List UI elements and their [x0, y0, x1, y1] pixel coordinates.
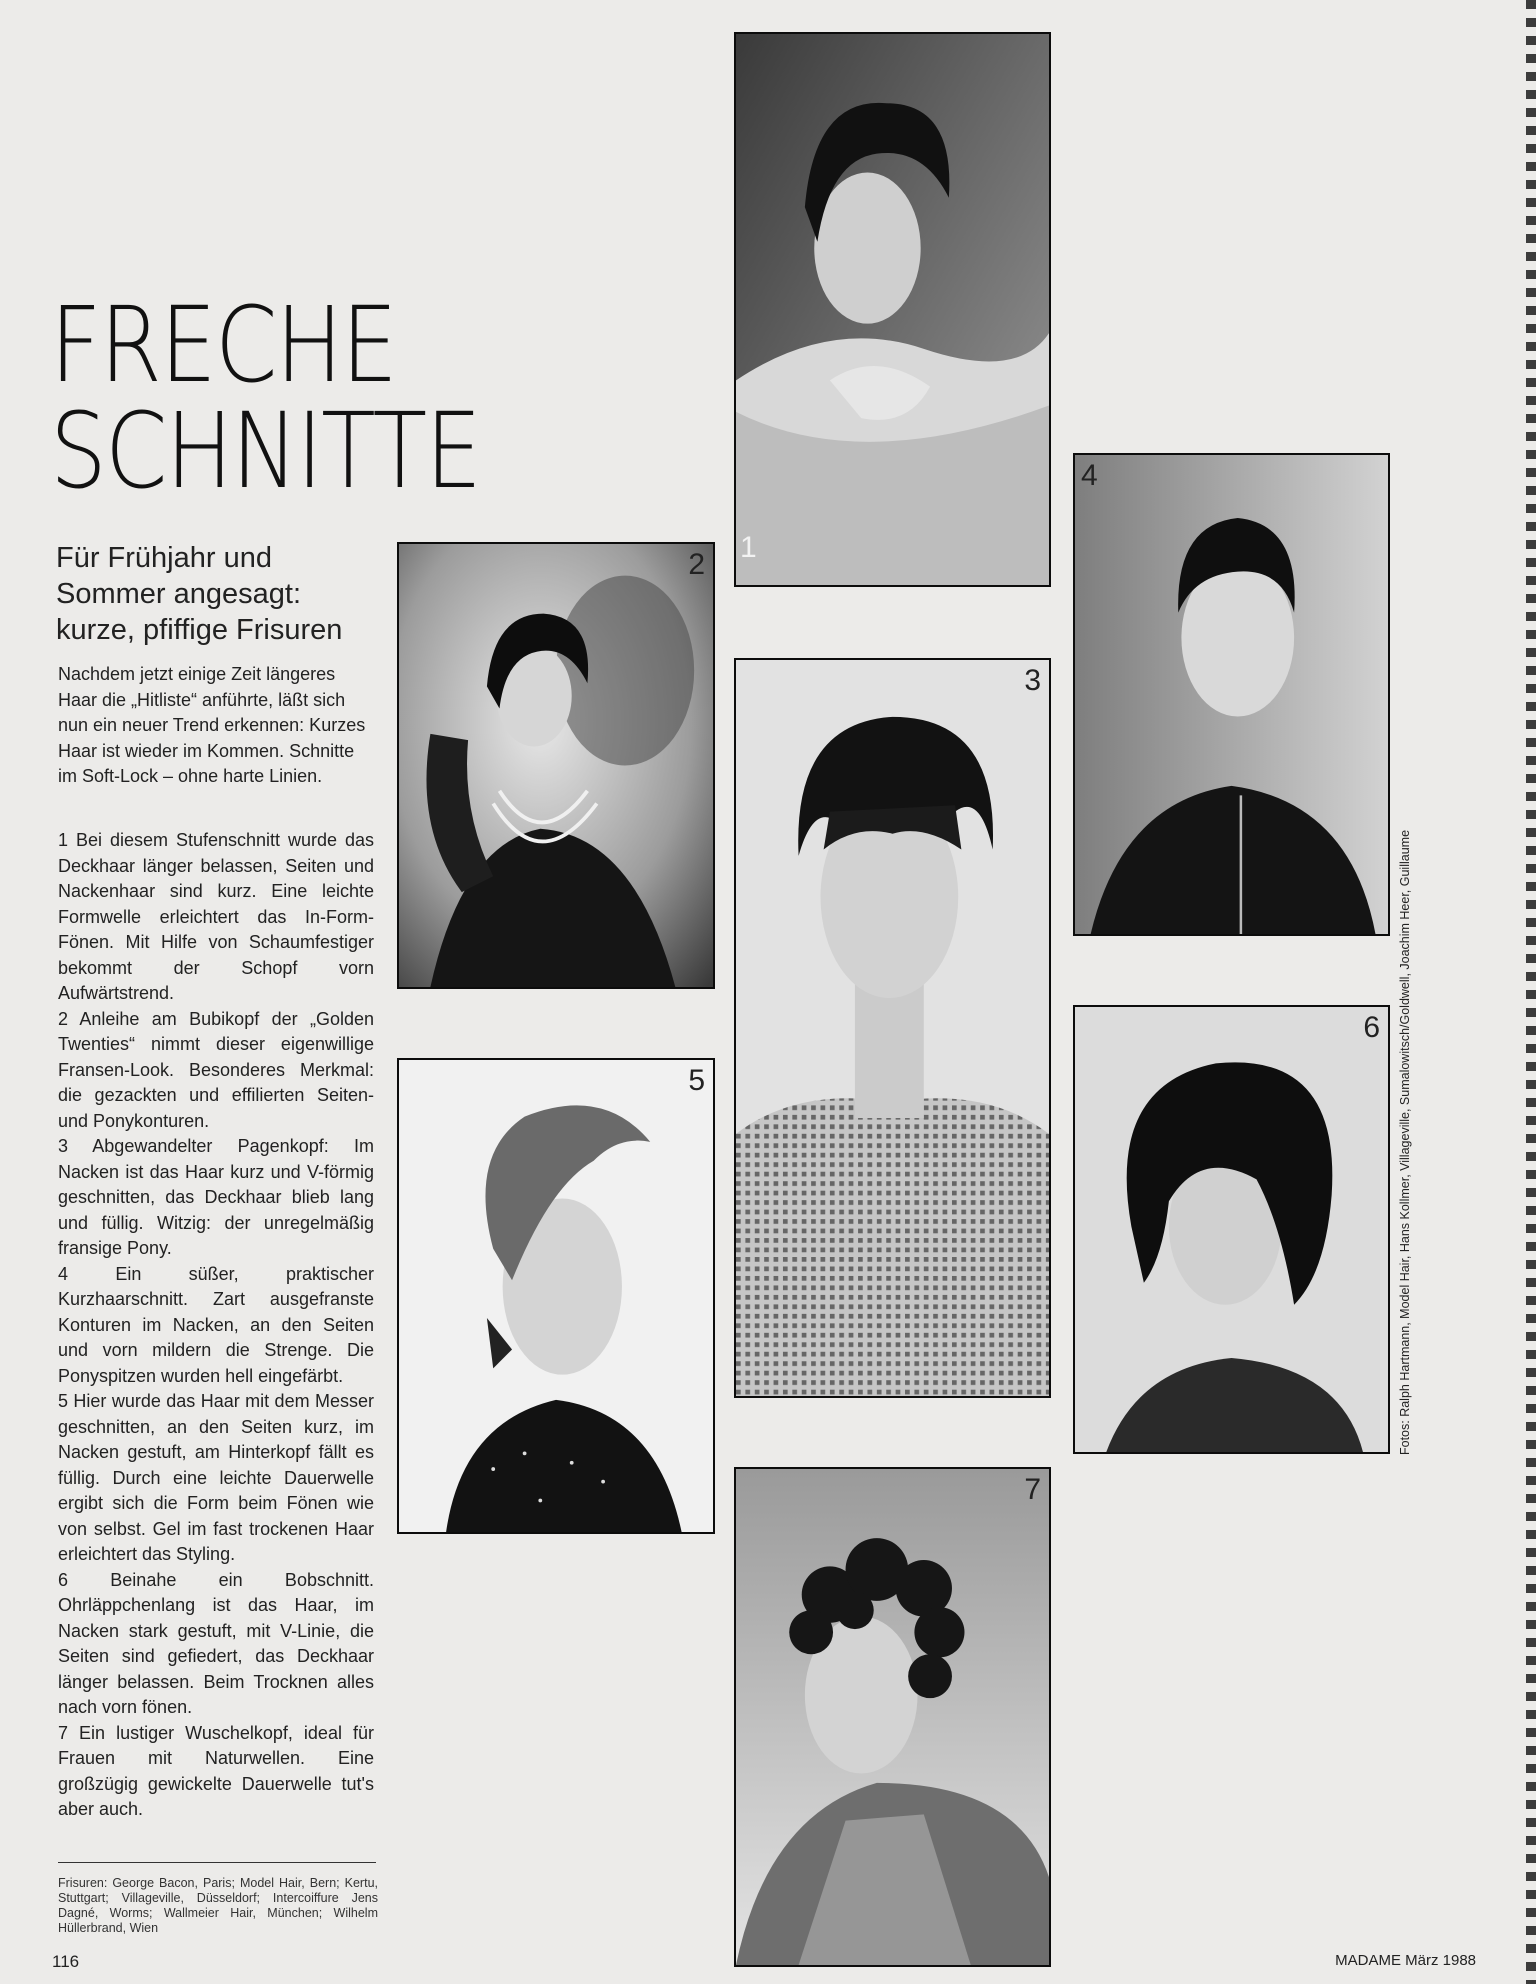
- article-body: [58, 828, 374, 1823]
- hair-credits: Frisuren: George Bacon, Paris; Model Hair, Bern; Kertu, Stuttgart; Villageville, Düsseldorf; Intercoiffure Jens Dagné, Worms; Wallmeier Hair, München; Wilhelm Hüllerbrand, Wien: [58, 1876, 378, 1935]
- photo-number-5: 5: [688, 1064, 705, 1097]
- paragraph-hairstyle-3: 3 Abgewandelter Pagenkopf: Im Nacken ist das Haar kurz und V-förmig geschnitten, das Deckhaar blieb lang und füllig. Witzig: der unregelmäßig fransige Pony.: [58, 1136, 374, 1258]
- photo-hairstyle-4: [1073, 453, 1390, 936]
- photo-hairstyle-3: [734, 658, 1051, 1398]
- page-edge-perforation: [1526, 0, 1536, 1984]
- photo-hairstyle-6: [1073, 1005, 1390, 1454]
- portrait-image-1: [736, 34, 1049, 585]
- photo-number-2: 2: [688, 548, 705, 581]
- article-intro: Nachdem jetzt einige Zeit längeres Haar die „Hitliste“ anführte, läßt sich nun ein neuer Trend erkennen: Kurzes Haar ist wieder im Kommen. Schnitte im Soft-Lock – ohne harte Linien.: [58, 664, 366, 786]
- page-number: 116: [52, 1952, 80, 1971]
- paragraph-hairstyle-1: 1 Bei diesem Stufenschnitt wurde das Deckhaar länger belassen, Seiten und Nackenhaar sind kurz. Eine leichte Formwelle erleichtert das In-Form-Fönen. Mit Hilfe von Schaumfestiger bekommt der Schopf vorn Aufwärtstrend.: [58, 830, 374, 1003]
- article-title: [50, 284, 481, 512]
- photo-number-7: 7: [1024, 1473, 1041, 1506]
- portrait-image-2: [399, 544, 713, 987]
- subtitle-line-3: kurze, pfiffige Frisuren: [56, 614, 343, 646]
- credits-divider: [58, 1862, 376, 1863]
- paragraph-hairstyle-4: 4 Ein süßer, praktischer Kurzhaarschnitt. Zart ausgefranste Konturen im Nacken, an den Seiten und vorn mildern die Strenge. Die Ponyspitzen wurden hell eingefärbt.: [58, 1263, 374, 1386]
- portrait-image-4: [1075, 455, 1388, 934]
- photo-hairstyle-2: [397, 542, 715, 989]
- photo-number-3: 3: [1024, 664, 1041, 697]
- article-subtitle: [56, 540, 396, 648]
- portrait-image-6: [1075, 1007, 1388, 1452]
- portrait-image-3: [736, 660, 1049, 1396]
- photo-number-4: 4: [1081, 459, 1098, 492]
- portrait-image-7: [736, 1469, 1049, 1965]
- subtitle-line-2: Sommer angesagt:: [56, 578, 302, 610]
- portrait-image-5: [399, 1060, 713, 1532]
- paragraph-hairstyle-5: 5 Hier wurde das Haar mit dem Messer geschnitten, an den Seiten kurz, im Nacken gestuft, am Hinterkopf fällt es füllig. Durch eine leichte Dauerwelle ergibt sich die Form beim Fönen wie von selbst. Gel im fast trockenen Haar erleichtert das Styling.: [58, 1391, 374, 1564]
- photo-hairstyle-7: [734, 1467, 1051, 1967]
- photo-number-6: 6: [1363, 1011, 1380, 1044]
- paragraph-hairstyle-2: 2 Anleihe am Bubikopf der „Golden Twenties“ nimmt dieser eigenwillige Fransen-Look. Besonderes Merkmal: die gezackten und effilierten Seiten- und Ponykonturen.: [58, 1008, 374, 1131]
- paragraph-hairstyle-7: 7 Ein lustiger Wuschelkopf, ideal für Frauen mit Naturwellen. Eine großzügig gewickelte Dauerwelle tut's aber auch.: [58, 1722, 374, 1819]
- title-line-1: FRECHE: [50, 284, 397, 406]
- paragraph-hairstyle-6: 6 Beinahe ein Bobschnitt. Ohrläppchenlang ist das Haar, im Nacken stark gestuft, mit V-Linie, die Seiten sind gefiedert, das Deckhaar länger belassen. Beim Trocknen alles nach vorn fönen.: [58, 1569, 374, 1717]
- magazine-footer: MADAME März 1988: [1335, 1952, 1476, 1969]
- photo-hairstyle-1: [734, 32, 1051, 587]
- photo-hairstyle-5: [397, 1058, 715, 1534]
- title-line-2: SCHNITTE: [50, 390, 481, 512]
- photo-credits: Fotos: Ralph Hartmann, Model Hair, Hans Kollmer, Villageville, Sumalowitsch/Goldwell, Joachim Heer, Guillaume: [1398, 829, 1412, 1455]
- photo-number-1: 1: [740, 531, 757, 564]
- subtitle-line-1: Für Frühjahr und: [56, 542, 272, 574]
